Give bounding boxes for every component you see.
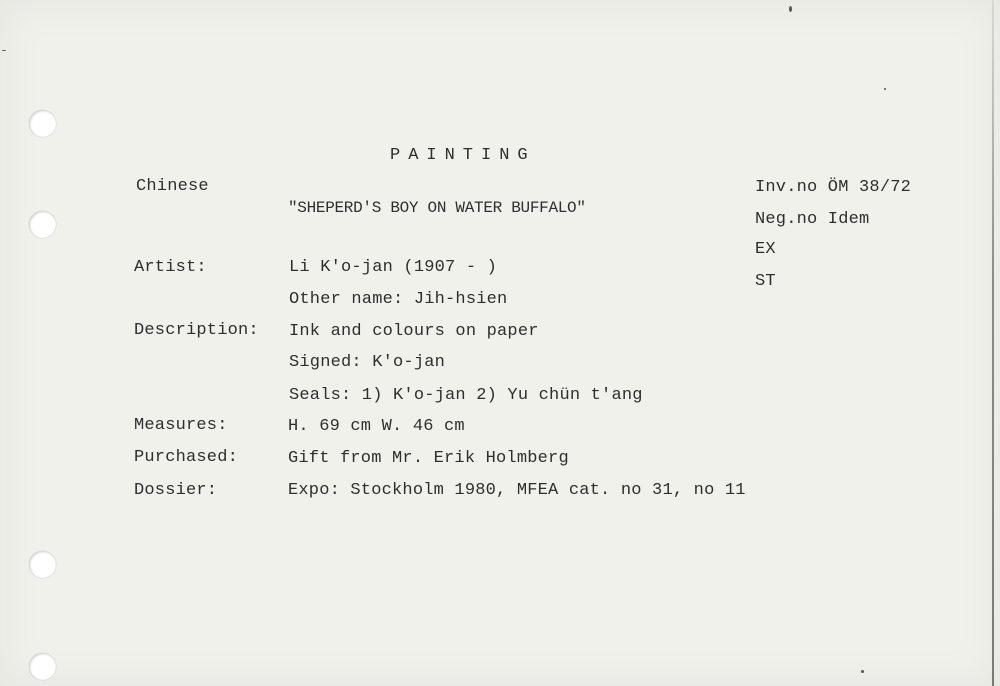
flag-ex: EX (755, 240, 776, 259)
origin-text: Chinese (136, 177, 209, 196)
punch-hole-icon (29, 211, 56, 238)
purchased-value: Gift from Mr. Erik Holmberg (288, 449, 569, 468)
card-edge-shadow (992, 0, 994, 686)
flag-st: ST (755, 272, 776, 291)
artist-label: Artist: (134, 258, 207, 277)
purchased-label: Purchased: (134, 448, 239, 467)
punch-hole-icon (29, 653, 56, 680)
description-label: Description: (134, 321, 259, 340)
measures-value: H. 69 cm W. 46 cm (288, 417, 465, 436)
inventory-number: Inv.no ÖM 38/72 (755, 178, 912, 197)
paper-speck (789, 6, 792, 12)
signed-value: Signed: K'o-jan (289, 353, 446, 372)
punch-hole-icon (29, 110, 56, 137)
other-name-value: Other name: Jih-hsien (289, 290, 508, 309)
measures-label: Measures: (134, 416, 228, 435)
punch-hole-icon (29, 551, 56, 578)
description-value: Ink and colours on paper (289, 322, 539, 341)
paper-speck (861, 670, 864, 673)
paper-speck (884, 88, 886, 90)
artist-value: Li K'o-jan (1907 - ) (289, 258, 498, 277)
negative-number: Neg.no Idem (755, 210, 870, 229)
painting-title: "SHEPERD'S BOY ON WATER BUFFALO" (288, 199, 586, 217)
dossier-value: Expo: Stockholm 1980, MFEA cat. no 31, no 11 (288, 481, 746, 500)
paper-speck (2, 50, 6, 51)
seals-value: Seals: 1) K'o-jan 2) Yu chün t'ang (289, 386, 643, 405)
dossier-label: Dossier: (134, 481, 218, 500)
card-heading: PAINTING (390, 146, 536, 165)
